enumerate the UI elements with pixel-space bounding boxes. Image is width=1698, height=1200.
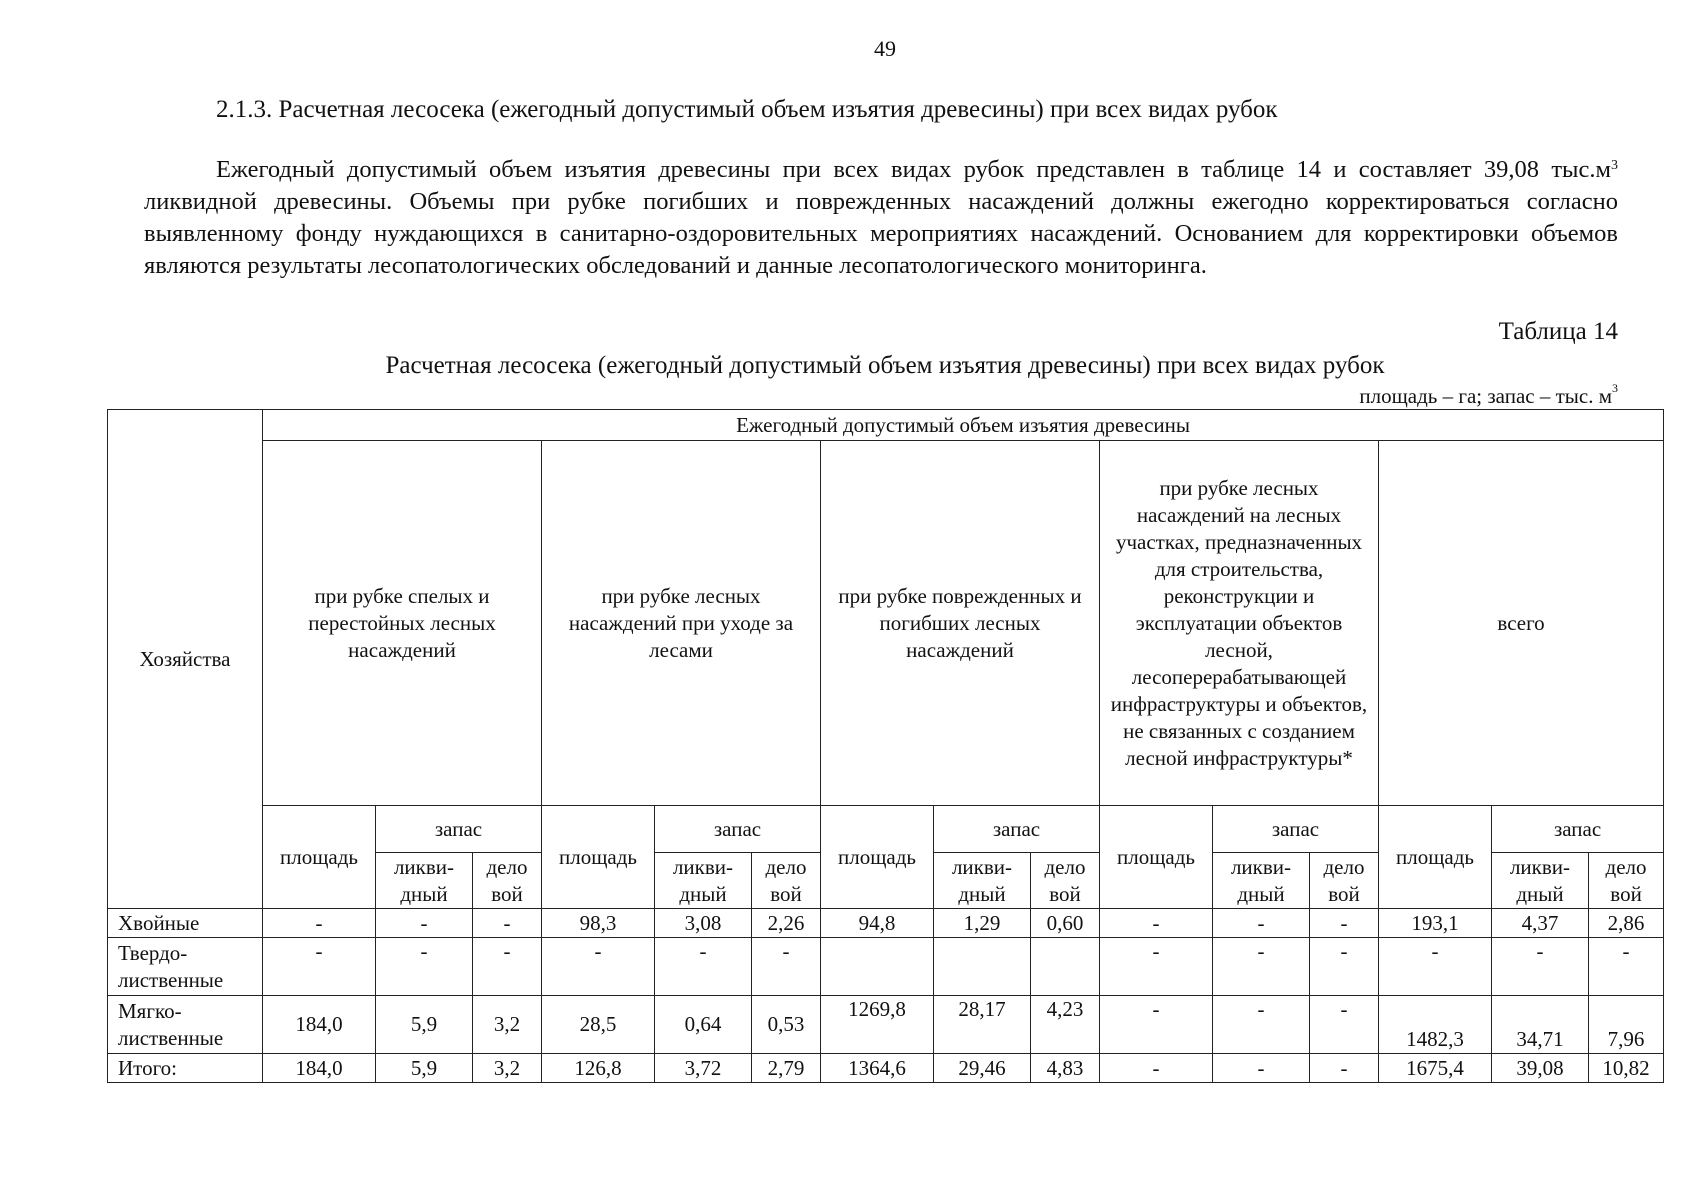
cell: - <box>1100 1054 1213 1083</box>
group-header-construction: при рубке лесных насаждений на лесных участках, предназначенных для строительства, реконструкции и эксплуатации объектов лесной, лесоперерабатывающей инфраструктуры и объектов, не связанных с созданием лесной инфраструктуры* <box>1100 441 1379 806</box>
group-header-damaged: при рубке поврежденных и погибших лесных насаждений <box>821 441 1100 806</box>
main-header: Ежегодный допустимый объем изъятия древесины <box>263 410 1664 441</box>
units-superscript: 3 <box>1612 381 1618 395</box>
cell: 3,2 <box>473 1054 542 1083</box>
cell: 184,0 <box>263 996 376 1054</box>
group-header-mature: при рубке спелых и перестойных лесных насаждений <box>263 441 542 806</box>
liquid-header: ликви-дный <box>376 853 473 909</box>
cell: - <box>376 938 473 996</box>
cell: - <box>473 909 542 938</box>
paragraph-superscript: 3 <box>1611 158 1618 173</box>
cell: - <box>1589 938 1664 996</box>
cell: 4,23 <box>1031 996 1100 1054</box>
cell: - <box>1100 909 1213 938</box>
table-number: Таблица 14 <box>1498 318 1618 345</box>
cell: - <box>376 909 473 938</box>
group-header-total: всего <box>1379 441 1664 806</box>
liquid-header: ликви-дный <box>1492 853 1589 909</box>
table-row <box>108 938 1664 996</box>
cell: - <box>263 938 376 996</box>
cell: - <box>1100 938 1213 996</box>
stock-header: запас <box>376 806 542 853</box>
cell: - <box>1213 909 1310 938</box>
row-label: Твердо-лиственные <box>108 938 263 996</box>
business-header: дело вой <box>473 853 542 909</box>
liquid-header: ликви-дный <box>1213 853 1310 909</box>
header-row-main <box>108 410 1664 441</box>
cell <box>934 938 1031 996</box>
header-row-groups <box>108 441 1664 806</box>
cell: 29,46 <box>934 1054 1031 1083</box>
area-header: площадь <box>263 806 376 909</box>
cell: 7,96 <box>1589 996 1664 1054</box>
cell: - <box>473 938 542 996</box>
cell: 3,2 <box>473 996 542 1054</box>
cell: 1364,6 <box>821 1054 934 1083</box>
cell: - <box>655 938 752 996</box>
cell: - <box>1379 938 1492 996</box>
cell: - <box>752 938 821 996</box>
cell: - <box>1310 1054 1379 1083</box>
cell: 1482,3 <box>1379 996 1492 1054</box>
cell: 1,29 <box>934 909 1031 938</box>
cell: - <box>1492 938 1589 996</box>
section-heading: 2.1.3. Расчетная лесосека (ежегодный допустимый объем изъятия древесины) при всех видах рубок <box>216 96 1278 123</box>
business-header: дело вой <box>1310 853 1379 909</box>
stock-header: запас <box>1492 806 1664 853</box>
paragraph-part-2: ликвидной древесины. Объемы при рубке погибших и поврежденных насаждений должны ежегодно корректироваться согласно выявленному фонду нуждающихся в санитарно-оздоровительных мероприятиях насаждений. Основанием для корректировки объемов являются результаты лесопатологических обследований и данные лесопатологического мониторинга. <box>144 188 1618 279</box>
cell: 0,64 <box>655 996 752 1054</box>
cell: - <box>1213 938 1310 996</box>
cell: - <box>542 938 655 996</box>
cell: 193,1 <box>1379 909 1492 938</box>
area-header: площадь <box>542 806 655 909</box>
stock-header: запас <box>934 806 1100 853</box>
table-row <box>108 909 1664 938</box>
table-row <box>108 996 1664 1054</box>
cell: - <box>1310 909 1379 938</box>
row-label: Мягко-лиственные <box>108 996 263 1054</box>
area-header: площадь <box>1379 806 1492 909</box>
cell: 2,86 <box>1589 909 1664 938</box>
cell: 94,8 <box>821 909 934 938</box>
cell: 2,26 <box>752 909 821 938</box>
cell: 1269,8 <box>821 996 934 1054</box>
cell: 28,5 <box>542 996 655 1054</box>
header-row-stock <box>108 806 1664 853</box>
liquid-header: ликви-дный <box>934 853 1031 909</box>
cell: 126,8 <box>542 1054 655 1083</box>
liquid-header: ликви-дный <box>655 853 752 909</box>
cell: 28,17 <box>934 996 1031 1054</box>
cell: - <box>1213 1054 1310 1083</box>
row-label: Итого: <box>108 1054 263 1083</box>
group-header-care: при рубке лесных насаждений при уходе за лесами <box>542 441 821 806</box>
cell <box>1031 938 1100 996</box>
cell: 0,60 <box>1031 909 1100 938</box>
cell: - <box>263 909 376 938</box>
cell: 5,9 <box>376 996 473 1054</box>
area-header: площадь <box>1100 806 1213 909</box>
cell: 3,08 <box>655 909 752 938</box>
cell: - <box>1310 938 1379 996</box>
table-row-total <box>108 1054 1664 1083</box>
cell: 4,37 <box>1492 909 1589 938</box>
body-paragraph <box>144 154 1618 282</box>
farms-header: Хозяйства <box>108 410 263 909</box>
cell: 0,53 <box>752 996 821 1054</box>
units-note <box>1359 381 1618 409</box>
stock-header: запас <box>655 806 821 853</box>
cell <box>821 938 934 996</box>
page-number: 49 <box>874 36 896 61</box>
business-header: дело вой <box>1589 853 1664 909</box>
cell: 5,9 <box>376 1054 473 1083</box>
cell: - <box>1310 996 1379 1054</box>
cell: 34,71 <box>1492 996 1589 1054</box>
cell: - <box>1100 996 1213 1054</box>
cell: 3,72 <box>655 1054 752 1083</box>
harvest-table <box>107 409 1664 1083</box>
cell: - <box>1213 996 1310 1054</box>
cell: 2,79 <box>752 1054 821 1083</box>
cell: 98,3 <box>542 909 655 938</box>
cell: 1675,4 <box>1379 1054 1492 1083</box>
cell: 10,82 <box>1589 1054 1664 1083</box>
cell: 184,0 <box>263 1054 376 1083</box>
stock-header: запас <box>1213 806 1379 853</box>
cell: 4,83 <box>1031 1054 1100 1083</box>
business-header: дело вой <box>1031 853 1100 909</box>
paragraph-part-1: Ежегодный допустимый объем изъятия древесины при всех видах рубок представлен в таблице 14 и составляет 39,08 тыс.м <box>216 156 1611 183</box>
area-header: площадь <box>821 806 934 909</box>
business-header: дело вой <box>752 853 821 909</box>
cell: 39,08 <box>1492 1054 1589 1083</box>
row-label: Хвойные <box>108 909 263 938</box>
table-title: Расчетная лесосека (ежегодный допустимый объем изъятия древесины) при всех видах рубок <box>385 352 1385 379</box>
units-text: площадь – га; запас – тыс. м <box>1359 384 1612 408</box>
